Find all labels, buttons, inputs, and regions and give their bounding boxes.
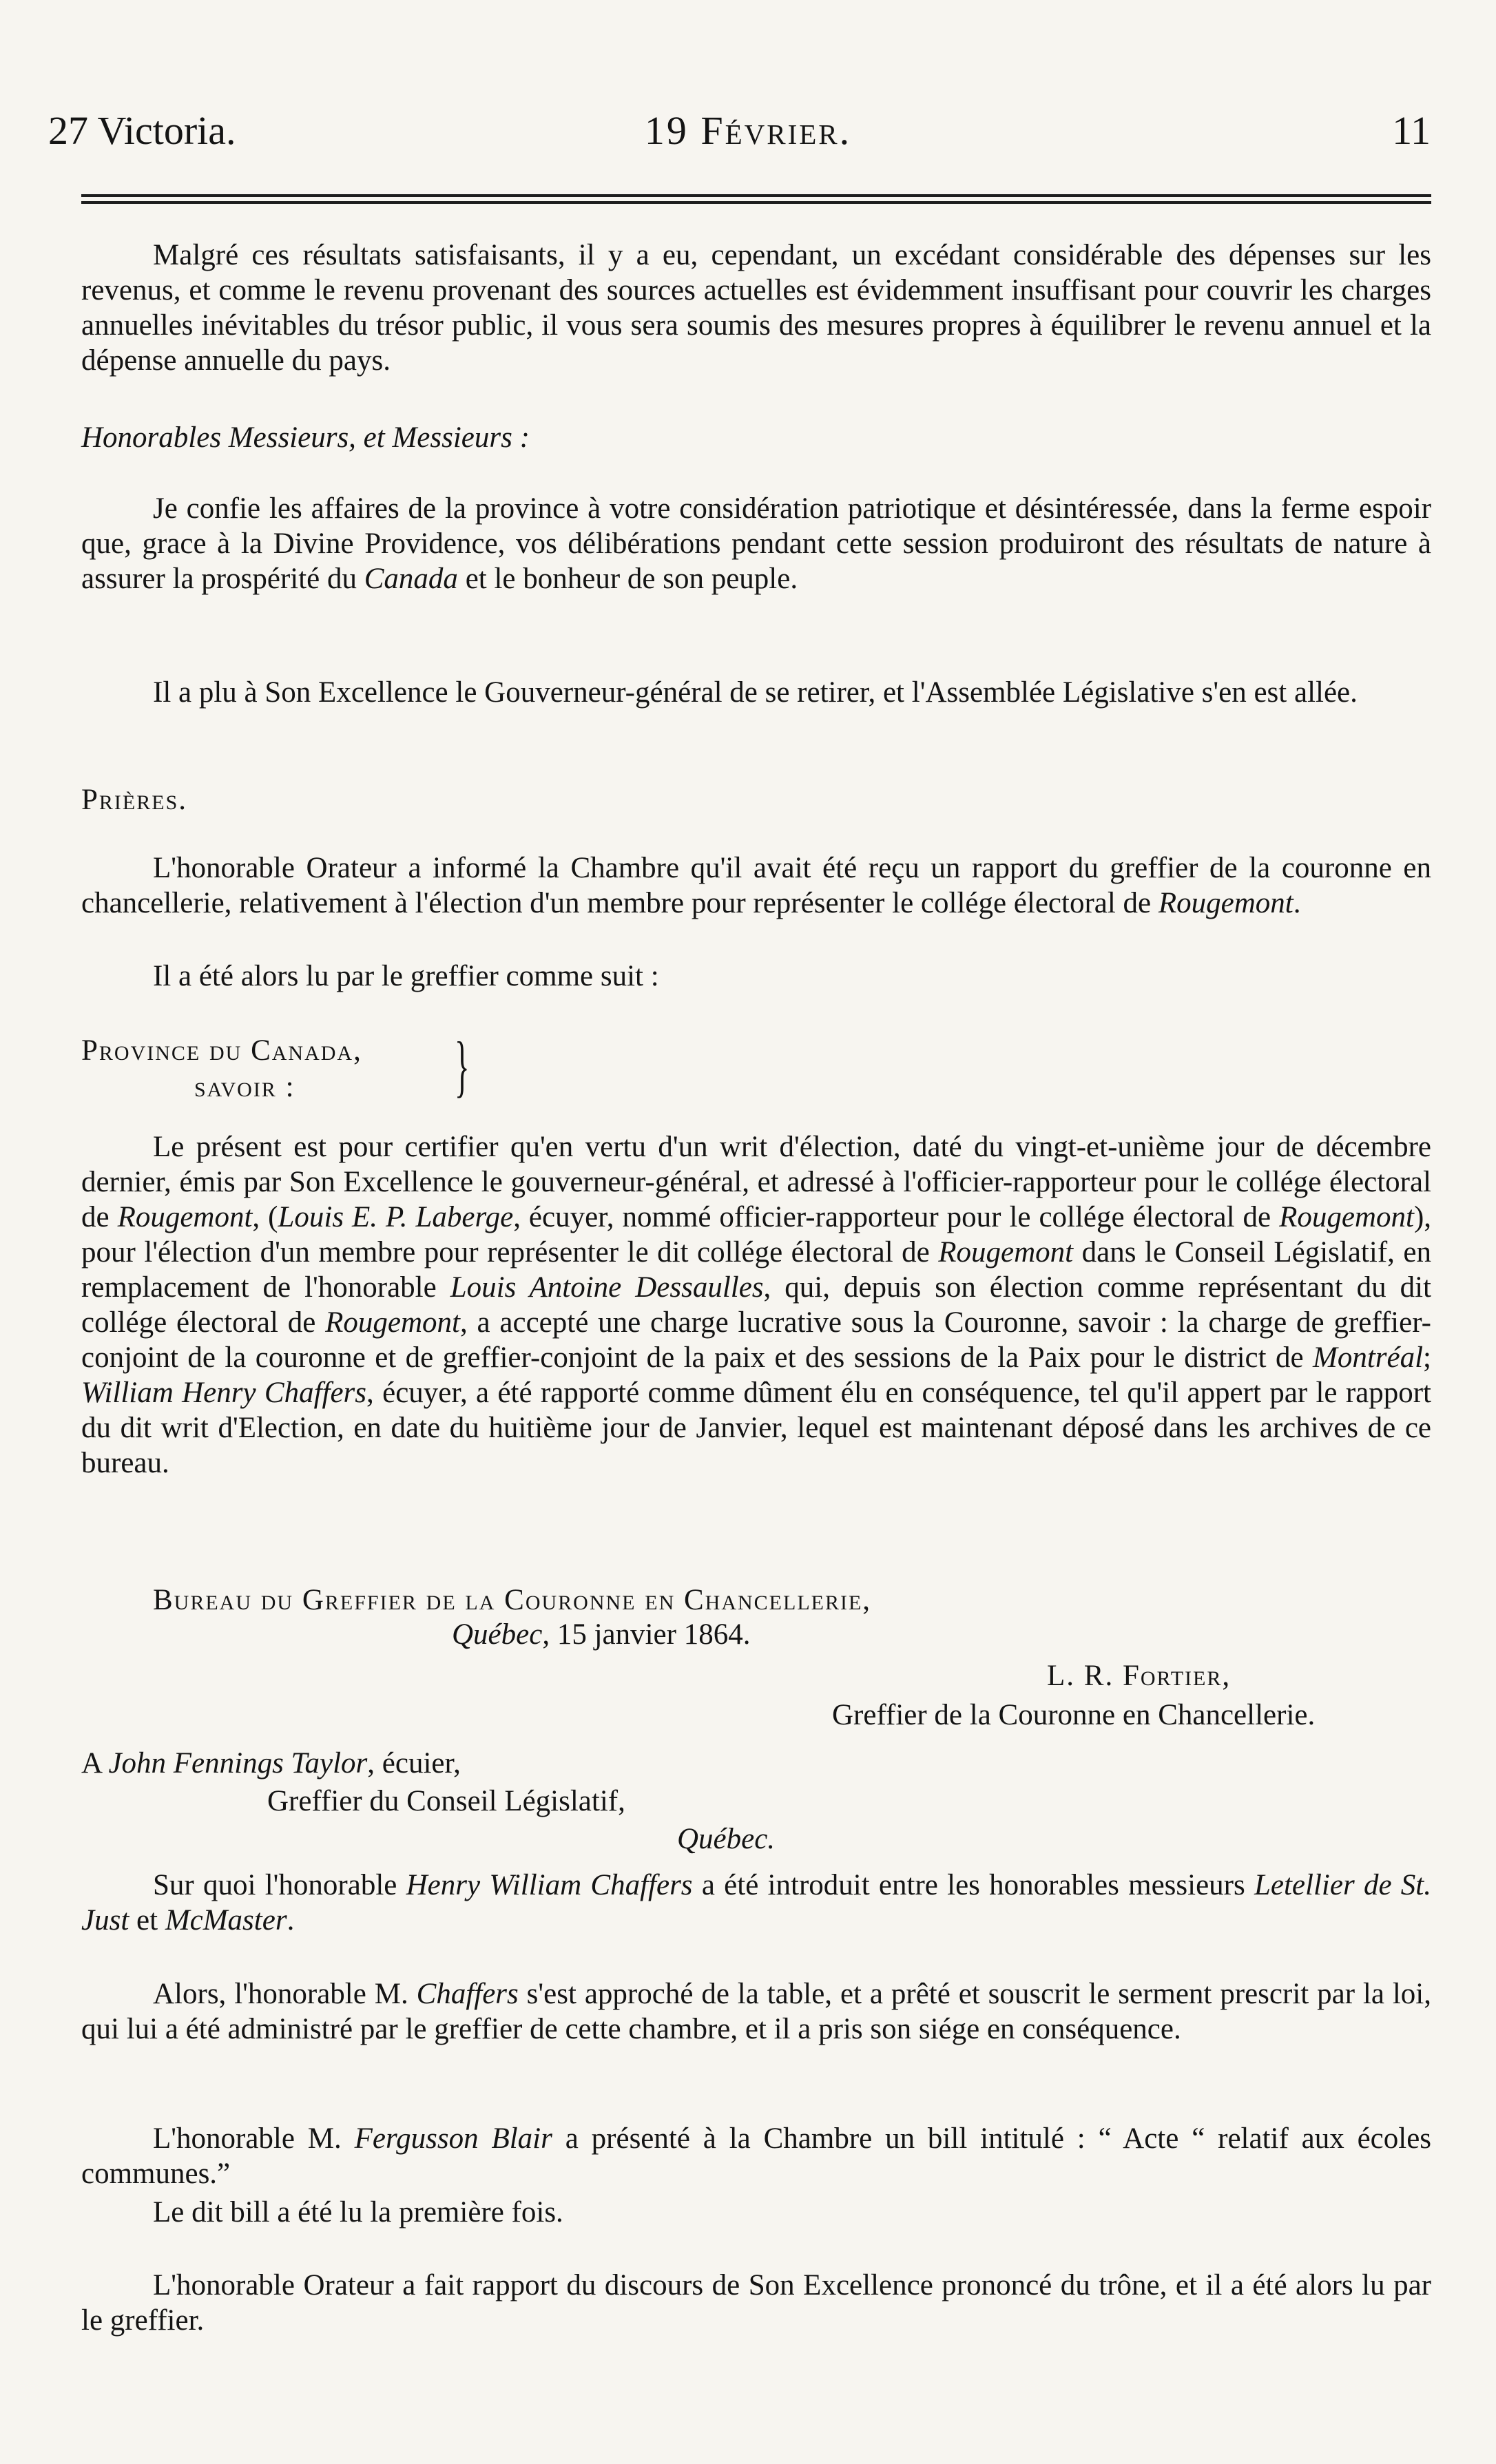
certificate-segment: Louis E. P. Laberge — [278, 1201, 514, 1233]
certificate-segment: , qui, depuis son élection comme représentant du dit collége électoral de — [81, 1271, 1431, 1339]
certificate-segment: Rougemont — [117, 1201, 253, 1233]
certificate-segment: ; — [1423, 1341, 1431, 1374]
paragraph-bill: L'honorable M. Fergusson Blair a présenté à la Chambre un bill intitulé : “ Acte “ relatif aux écoles communes.” — [81, 2122, 1432, 2190]
header-rule-bottom — [81, 201, 1431, 204]
running-header-date: 19 Février. — [644, 108, 852, 153]
certificate-text — [81, 1129, 1431, 1481]
paragraph-read-by-clerk: Il a été alors lu par le greffier comme suit : — [153, 960, 659, 992]
certificate-segment: dans le Conseil Législatif, en remplacement de l'honorable — [81, 1236, 1431, 1304]
province-line: Province du Canada, — [81, 1034, 362, 1067]
certificate-segment: Le présent est pour certifier qu'en vertu d'un writ d'élection, daté du vingt-et-unième jour de décembre dernier, émis par Son Excellence le gouverneur-général, et adressé à l'officier-rapporteur pour le collége électoral de — [81, 1131, 1431, 1233]
section-heading-prieres: Prières. — [81, 784, 188, 816]
signer-name: L. R. Fortier, — [1047, 1660, 1232, 1692]
bureau-line: Bureau du Greffier de la Couronne en Chancellerie, — [153, 1584, 872, 1616]
certificate-segment: Rougemont — [1279, 1201, 1414, 1233]
paragraph-first-reading: Le dit bill a été lu la première fois. — [153, 2196, 563, 2228]
quebec-date-line: Québec, 15 janvier 1864. — [452, 1618, 751, 1651]
certificate-segment: , ( — [252, 1201, 278, 1233]
certificate-segment: Montréal — [1313, 1341, 1424, 1374]
certificate-segment: Rougemont — [325, 1306, 460, 1339]
paragraph-province-affairs: Je confie les affaires de la province à votre considération patriotique et désintéressée, dans la ferme espoir que, grace à la Divine Providence, vos délibérations pendant cette session produiront des résultats de nature à assurer la prospérité du Canada et le bonheur de son peuple. — [81, 492, 1431, 595]
certificate-segment: Louis Antoine Dessaulles — [450, 1271, 764, 1304]
paragraph-revenue: Malgré ces résultats satisfaisants, il y a eu, cependant, un excédant considérable des dépenses sur les revenus, et comme le revenu provenant des sources actuelles est évidemment insuffisant pour couvrir les charges annuelles inévitables du trésor public, il vous sera soumis des mesures propres à équilibrer le revenu annuel et la dépense annuelle du pays. — [81, 239, 1431, 377]
paragraph-election-report: L'honorable Orateur a informé la Chambre qu'il avait été reçu un rapport du greffier de la couronne en chancellerie, relativement à l'élection d'un membre pour représenter le collége électoral de Rougemont. — [81, 852, 1431, 919]
addressee-line: A John Fennings Taylor, écuier, — [81, 1747, 461, 1779]
brace-mark: } — [455, 1027, 470, 1104]
certificate-segment: , écuyer, a été rapporté comme dûment élu en conséquence, tel qu'il appert par le rapport du dit writ d'Election, en date du huitième jour de Janvier, lequel est maintenant déposé dans les archives de ce bureau. — [81, 1377, 1431, 1479]
addressee-title: Greffier du Conseil Législatif, — [267, 1785, 625, 1817]
paragraph-introduced: Sur quoi l'honorable Henry William Chaffers a été introduit entre les honorables messieurs Letellier de St. Just et McMaster. — [81, 1869, 1431, 1936]
paragraph-speech-report: L'honorable Orateur a fait rapport du discours de Son Excellence prononcé du trône, et il a été alors lu par le greffier. — [81, 2269, 1431, 2337]
address-heading: Honorables Messieurs, et Messieurs : — [81, 421, 530, 454]
certificate-segment: William Henry Chaffers — [81, 1377, 367, 1409]
certificate-segment: , écuyer, nommé officier-rapporteur pour le collége électoral de — [513, 1201, 1280, 1233]
paragraph-oath: Alors, l'honorable M. Chaffers s'est approché de la table, et a prêté et souscrit le serment prescrit par la loi, qui lui a été administré par le greffier de cette chambre, et il a pris son siége en conséquence. — [81, 1978, 1432, 2045]
certificate-segment: ), pour l'élection d'un membre pour représenter le dit collége électoral de — [81, 1201, 1432, 1268]
running-header-left: 27 Victoria. — [48, 108, 236, 153]
certificate-segment: , a accepté une charge lucrative sous la Couronne, savoir : la charge de greffier-conjoint de la couronne et de greffier-conjoint de la paix et des sessions de la Paix pour le district de — [81, 1306, 1431, 1374]
addressee-place: Québec. — [677, 1823, 776, 1855]
certificate-segment: Rougemont — [938, 1236, 1074, 1268]
signer-title: Greffier de la Couronne en Chancellerie. — [832, 1699, 1316, 1731]
paragraph-governor-retires: Il a plu à Son Excellence le Gouverneur-général de se retirer, et l'Assemblée Législative s'en est allée. — [153, 676, 1358, 709]
savoir-line: savoir : — [194, 1071, 295, 1103]
header-rule-top — [81, 194, 1431, 197]
page-number: 11 — [1392, 108, 1431, 153]
